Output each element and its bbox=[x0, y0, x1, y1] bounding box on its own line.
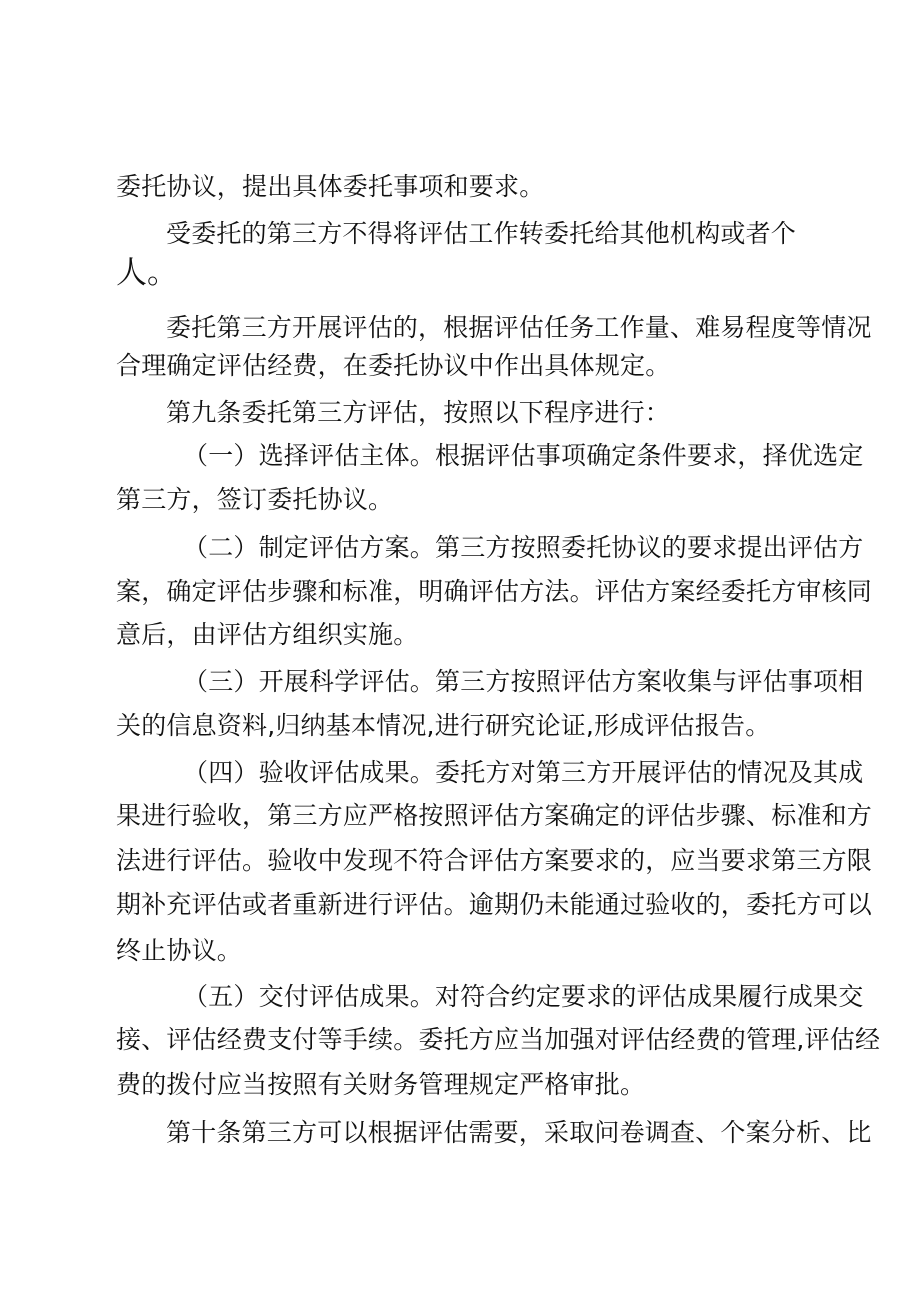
text-line: 第九条委托第三方评估，按照以下程序进行： bbox=[166, 398, 671, 427]
text-line: 终止协议。 bbox=[116, 936, 243, 965]
text-line: 费的拨付应当按照有关财务管理规定严格审批。 bbox=[116, 1070, 646, 1099]
text-line: 意后，由评估方组织实施。 bbox=[116, 620, 419, 649]
text-line: 关的信息资料,归纳基本情况,进行研究论证,形成评估报告。 bbox=[116, 711, 771, 740]
text-line: （四）验收评估成果。委托方对第三方开展评估的情况及其成 bbox=[183, 758, 864, 787]
text-line: 法进行评估。验收中发现不符合评估方案要求的，应当要求第三方限 bbox=[116, 846, 873, 875]
text-line: 合理确定评估经费，在委托协议中作出具体规定。 bbox=[116, 351, 671, 380]
text-line: 委托第三方开展评估的，根据评估任务工作量、难易程度等情况 bbox=[166, 313, 872, 342]
text-line: （五）交付评估成果。对符合约定要求的评估成果履行成果交 bbox=[183, 982, 864, 1011]
text-line: 委托协议，提出具体委托事项和要求。 bbox=[116, 172, 545, 201]
text-line: 受委托的第三方不得将评估工作转委托给其他机构或者个 bbox=[166, 219, 797, 248]
text-line: （三）开展科学评估。第三方按照评估方案收集与评估事项相 bbox=[183, 667, 864, 696]
text-line: 案，确定评估步骤和标准，明确评估方法。评估方案经委托方审核同 bbox=[116, 577, 873, 606]
text-line: 第三方，签订委托协议。 bbox=[116, 485, 394, 514]
text-line: 人。 bbox=[116, 255, 178, 291]
text-line: 接、评估经费支付等手续。委托方应当加强对评估经费的管理,评估经 bbox=[116, 1025, 881, 1054]
text-line: 果进行验收，第三方应严格按照评估方案确定的评估步骤、标准和方 bbox=[116, 801, 873, 830]
text-line: 第十条第三方可以根据评估需要，采取问卷调查、个案分析、比 bbox=[166, 1118, 872, 1147]
text-line: （一）选择评估主体。根据评估事项确定条件要求，择优选定 bbox=[183, 441, 864, 470]
text-line: （二）制定评估方案。第三方按照委托协议的要求提出评估方 bbox=[183, 533, 864, 562]
text-line: 期补充评估或者重新进行评估。逾期仍未能通过验收的，委托方可以 bbox=[116, 890, 873, 919]
